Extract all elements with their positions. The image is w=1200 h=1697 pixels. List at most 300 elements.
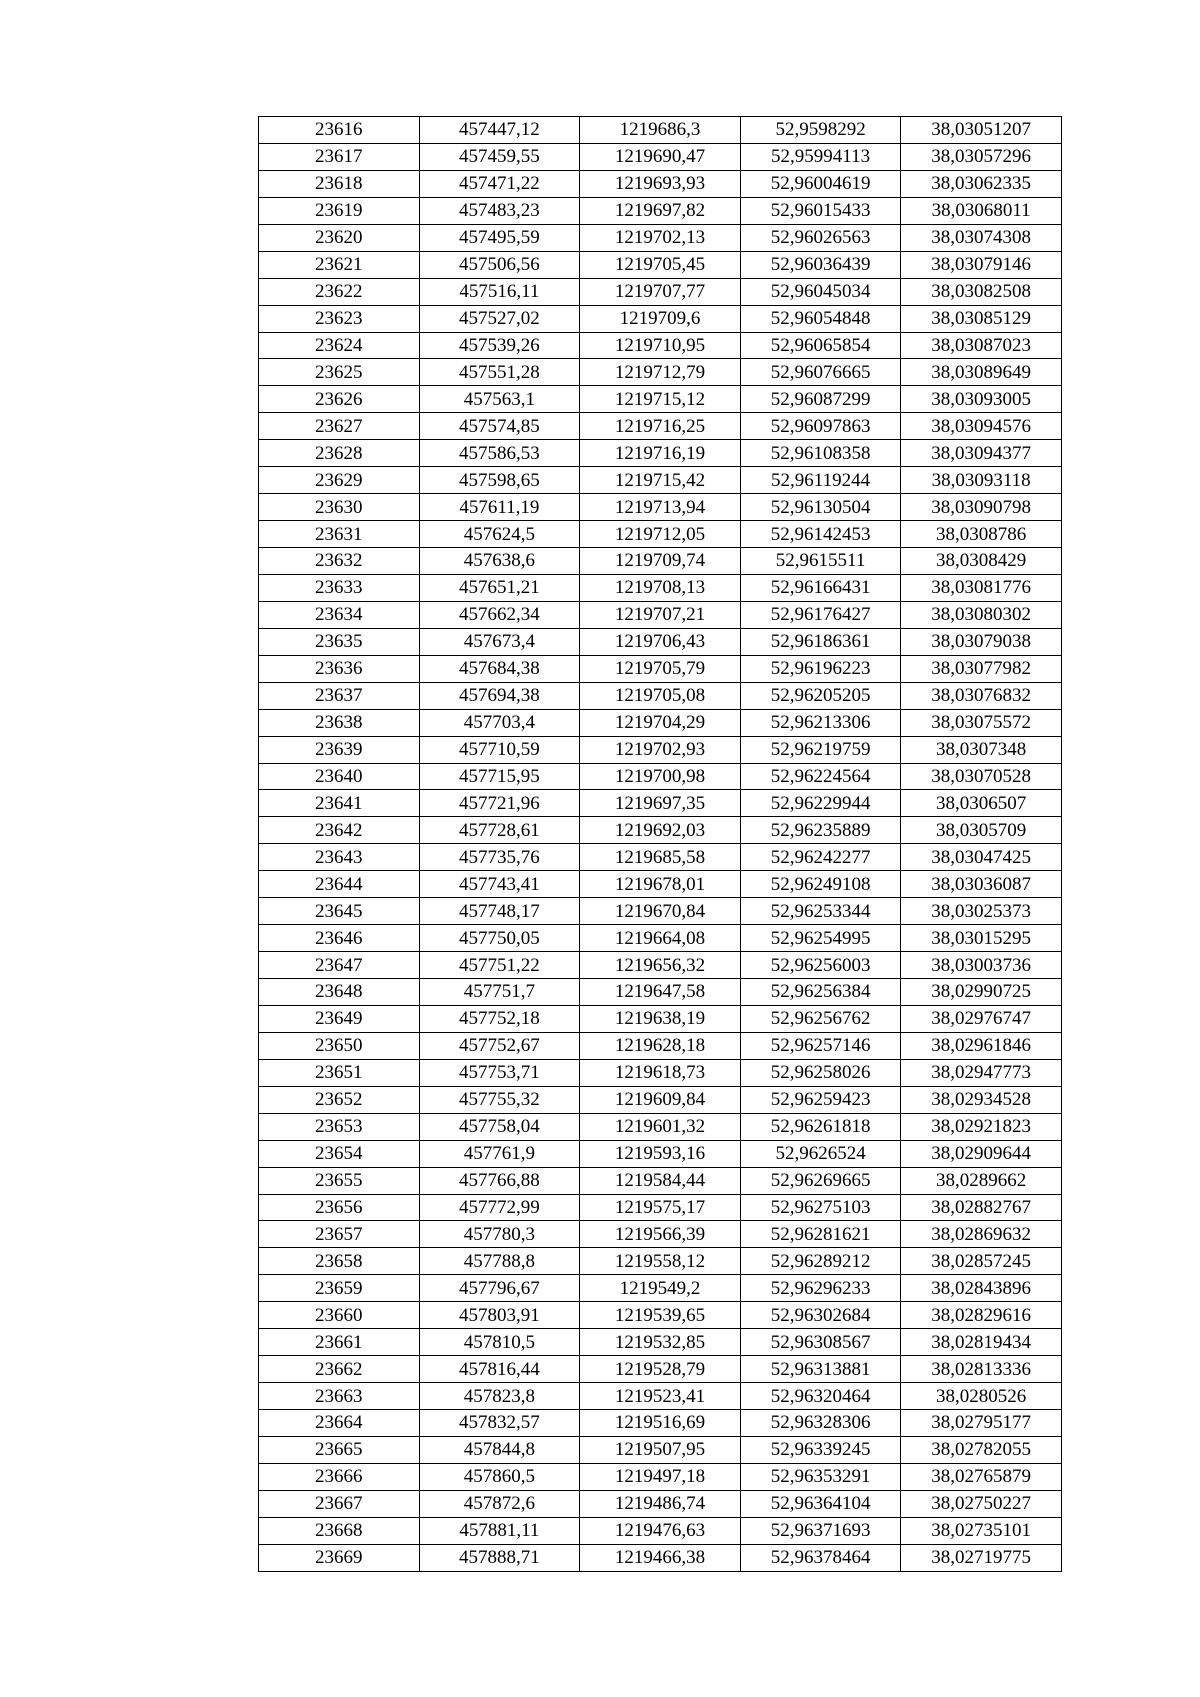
point-number-cell: 23662 <box>259 1356 420 1383</box>
point-number-cell: 23638 <box>259 709 420 736</box>
latitude-cell: 52,96087299 <box>740 386 901 413</box>
x-coordinate-cell: 457753,71 <box>419 1059 580 1086</box>
latitude-cell: 52,96364104 <box>740 1490 901 1517</box>
y-coordinate-cell: 1219716,19 <box>580 440 741 467</box>
table-row <box>259 170 1062 197</box>
longitude-cell: 38,03068011 <box>901 197 1062 224</box>
x-coordinate-cell: 457447,12 <box>419 117 580 144</box>
table-row <box>259 1544 1062 1571</box>
table-row <box>259 925 1062 952</box>
latitude-cell: 52,96261818 <box>740 1113 901 1140</box>
x-coordinate-cell: 457611,19 <box>419 494 580 521</box>
latitude-cell: 52,96249108 <box>740 871 901 898</box>
point-number-cell: 23644 <box>259 871 420 898</box>
longitude-cell: 38,03094576 <box>901 413 1062 440</box>
table-row <box>259 440 1062 467</box>
longitude-cell: 38,02765879 <box>901 1463 1062 1490</box>
longitude-cell: 38,0280526 <box>901 1383 1062 1410</box>
latitude-cell: 52,96235889 <box>740 817 901 844</box>
latitude-cell: 52,96054848 <box>740 305 901 332</box>
point-number-cell: 23628 <box>259 440 420 467</box>
x-coordinate-cell: 457506,56 <box>419 251 580 278</box>
latitude-cell: 52,96004619 <box>740 170 901 197</box>
x-coordinate-cell: 457662,34 <box>419 601 580 628</box>
table-row <box>259 817 1062 844</box>
x-coordinate-cell: 457471,22 <box>419 170 580 197</box>
x-coordinate-cell: 457751,22 <box>419 952 580 979</box>
longitude-cell: 38,02961846 <box>901 1032 1062 1059</box>
longitude-cell: 38,03080302 <box>901 601 1062 628</box>
longitude-cell: 38,02869632 <box>901 1221 1062 1248</box>
longitude-cell: 38,02719775 <box>901 1544 1062 1571</box>
longitude-cell: 38,03015295 <box>901 925 1062 952</box>
x-coordinate-cell: 457832,57 <box>419 1410 580 1437</box>
longitude-cell: 38,02829616 <box>901 1302 1062 1329</box>
longitude-cell: 38,03077982 <box>901 655 1062 682</box>
y-coordinate-cell: 1219558,12 <box>580 1248 741 1275</box>
x-coordinate-cell: 457751,7 <box>419 979 580 1006</box>
point-number-cell: 23652 <box>259 1086 420 1113</box>
x-coordinate-cell: 457755,32 <box>419 1086 580 1113</box>
table-row <box>259 521 1062 548</box>
table-row <box>259 1356 1062 1383</box>
y-coordinate-cell: 1219712,79 <box>580 359 741 386</box>
longitude-cell: 38,02819434 <box>901 1329 1062 1356</box>
table-row <box>259 790 1062 817</box>
y-coordinate-cell: 1219686,3 <box>580 117 741 144</box>
latitude-cell: 52,96259423 <box>740 1086 901 1113</box>
table-row <box>259 1329 1062 1356</box>
table-row <box>259 763 1062 790</box>
latitude-cell: 52,96224564 <box>740 763 901 790</box>
table-row <box>259 1032 1062 1059</box>
table-row <box>259 1086 1062 1113</box>
latitude-cell: 52,96196223 <box>740 655 901 682</box>
y-coordinate-cell: 1219705,08 <box>580 682 741 709</box>
y-coordinate-cell: 1219705,45 <box>580 251 741 278</box>
y-coordinate-cell: 1219716,25 <box>580 413 741 440</box>
latitude-cell: 52,96275103 <box>740 1194 901 1221</box>
longitude-cell: 38,03089649 <box>901 359 1062 386</box>
table-row <box>259 1383 1062 1410</box>
y-coordinate-cell: 1219707,77 <box>580 278 741 305</box>
point-number-cell: 23645 <box>259 898 420 925</box>
table-row <box>259 1059 1062 1086</box>
y-coordinate-cell: 1219710,95 <box>580 332 741 359</box>
longitude-cell: 38,02990725 <box>901 979 1062 1006</box>
point-number-cell: 23648 <box>259 979 420 1006</box>
y-coordinate-cell: 1219507,95 <box>580 1436 741 1463</box>
x-coordinate-cell: 457780,3 <box>419 1221 580 1248</box>
longitude-cell: 38,02795177 <box>901 1410 1062 1437</box>
point-number-cell: 23649 <box>259 1005 420 1032</box>
point-number-cell: 23626 <box>259 386 420 413</box>
point-number-cell: 23621 <box>259 251 420 278</box>
longitude-cell: 38,02976747 <box>901 1005 1062 1032</box>
latitude-cell: 52,96219759 <box>740 736 901 763</box>
y-coordinate-cell: 1219713,94 <box>580 494 741 521</box>
table-row <box>259 1275 1062 1302</box>
latitude-cell: 52,96371693 <box>740 1517 901 1544</box>
y-coordinate-cell: 1219549,2 <box>580 1275 741 1302</box>
y-coordinate-cell: 1219656,32 <box>580 952 741 979</box>
y-coordinate-cell: 1219609,84 <box>580 1086 741 1113</box>
point-number-cell: 23641 <box>259 790 420 817</box>
x-coordinate-cell: 457810,5 <box>419 1329 580 1356</box>
point-number-cell: 23637 <box>259 682 420 709</box>
point-number-cell: 23656 <box>259 1194 420 1221</box>
y-coordinate-cell: 1219516,69 <box>580 1410 741 1437</box>
point-number-cell: 23665 <box>259 1436 420 1463</box>
longitude-cell: 38,03025373 <box>901 898 1062 925</box>
x-coordinate-cell: 457539,26 <box>419 332 580 359</box>
longitude-cell: 38,03057296 <box>901 143 1062 170</box>
latitude-cell: 52,96289212 <box>740 1248 901 1275</box>
point-number-cell: 23630 <box>259 494 420 521</box>
latitude-cell: 52,96130504 <box>740 494 901 521</box>
latitude-cell: 52,96339245 <box>740 1436 901 1463</box>
latitude-cell: 52,96353291 <box>740 1463 901 1490</box>
longitude-cell: 38,03087023 <box>901 332 1062 359</box>
longitude-cell: 38,03094377 <box>901 440 1062 467</box>
longitude-cell: 38,03051207 <box>901 117 1062 144</box>
table-row <box>259 952 1062 979</box>
point-number-cell: 23647 <box>259 952 420 979</box>
longitude-cell: 38,02782055 <box>901 1436 1062 1463</box>
y-coordinate-cell: 1219528,79 <box>580 1356 741 1383</box>
longitude-cell: 38,03085129 <box>901 305 1062 332</box>
latitude-cell: 52,96045034 <box>740 278 901 305</box>
table-row <box>259 682 1062 709</box>
longitude-cell: 38,02921823 <box>901 1113 1062 1140</box>
y-coordinate-cell: 1219709,74 <box>580 548 741 575</box>
table-row <box>259 979 1062 1006</box>
latitude-cell: 52,96256384 <box>740 979 901 1006</box>
point-number-cell: 23646 <box>259 925 420 952</box>
table-row <box>259 898 1062 925</box>
point-number-cell: 23663 <box>259 1383 420 1410</box>
x-coordinate-cell: 457728,61 <box>419 817 580 844</box>
point-number-cell: 23643 <box>259 844 420 871</box>
coordinates-table-body <box>259 117 1062 1572</box>
table-row <box>259 709 1062 736</box>
latitude-cell: 52,96257146 <box>740 1032 901 1059</box>
latitude-cell: 52,96378464 <box>740 1544 901 1571</box>
table-row <box>259 1005 1062 1032</box>
point-number-cell: 23619 <box>259 197 420 224</box>
latitude-cell: 52,96242277 <box>740 844 901 871</box>
y-coordinate-cell: 1219715,12 <box>580 386 741 413</box>
table-row <box>259 467 1062 494</box>
longitude-cell: 38,02882767 <box>901 1194 1062 1221</box>
table-row <box>259 574 1062 601</box>
x-coordinate-cell: 457844,8 <box>419 1436 580 1463</box>
y-coordinate-cell: 1219647,58 <box>580 979 741 1006</box>
longitude-cell: 38,03047425 <box>901 844 1062 871</box>
longitude-cell: 38,0308429 <box>901 548 1062 575</box>
x-coordinate-cell: 457823,8 <box>419 1383 580 1410</box>
y-coordinate-cell: 1219575,17 <box>580 1194 741 1221</box>
table-row <box>259 332 1062 359</box>
y-coordinate-cell: 1219593,16 <box>580 1140 741 1167</box>
x-coordinate-cell: 457758,04 <box>419 1113 580 1140</box>
point-number-cell: 23627 <box>259 413 420 440</box>
point-number-cell: 23666 <box>259 1463 420 1490</box>
x-coordinate-cell: 457788,8 <box>419 1248 580 1275</box>
latitude-cell: 52,96258026 <box>740 1059 901 1086</box>
x-coordinate-cell: 457703,4 <box>419 709 580 736</box>
latitude-cell: 52,96036439 <box>740 251 901 278</box>
latitude-cell: 52,96213306 <box>740 709 901 736</box>
x-coordinate-cell: 457872,6 <box>419 1490 580 1517</box>
x-coordinate-cell: 457803,91 <box>419 1302 580 1329</box>
longitude-cell: 38,03076832 <box>901 682 1062 709</box>
latitude-cell: 52,96015433 <box>740 197 901 224</box>
y-coordinate-cell: 1219705,79 <box>580 655 741 682</box>
longitude-cell: 38,03074308 <box>901 224 1062 251</box>
x-coordinate-cell: 457651,21 <box>419 574 580 601</box>
point-number-cell: 23636 <box>259 655 420 682</box>
table-row <box>259 548 1062 575</box>
latitude-cell: 52,96256003 <box>740 952 901 979</box>
point-number-cell: 23632 <box>259 548 420 575</box>
latitude-cell: 52,9626524 <box>740 1140 901 1167</box>
longitude-cell: 38,03093118 <box>901 467 1062 494</box>
point-number-cell: 23634 <box>259 601 420 628</box>
x-coordinate-cell: 457710,59 <box>419 736 580 763</box>
latitude-cell: 52,96097863 <box>740 413 901 440</box>
latitude-cell: 52,9615511 <box>740 548 901 575</box>
x-coordinate-cell: 457888,71 <box>419 1544 580 1571</box>
y-coordinate-cell: 1219697,82 <box>580 197 741 224</box>
longitude-cell: 38,02735101 <box>901 1517 1062 1544</box>
table-row <box>259 736 1062 763</box>
table-row <box>259 197 1062 224</box>
longitude-cell: 38,03070528 <box>901 763 1062 790</box>
x-coordinate-cell: 457459,55 <box>419 143 580 170</box>
y-coordinate-cell: 1219706,43 <box>580 628 741 655</box>
x-coordinate-cell: 457752,67 <box>419 1032 580 1059</box>
y-coordinate-cell: 1219678,01 <box>580 871 741 898</box>
latitude-cell: 52,9598292 <box>740 117 901 144</box>
x-coordinate-cell: 457721,96 <box>419 790 580 817</box>
latitude-cell: 52,96205205 <box>740 682 901 709</box>
x-coordinate-cell: 457881,11 <box>419 1517 580 1544</box>
x-coordinate-cell: 457586,53 <box>419 440 580 467</box>
point-number-cell: 23617 <box>259 143 420 170</box>
x-coordinate-cell: 457624,5 <box>419 521 580 548</box>
latitude-cell: 52,96313881 <box>740 1356 901 1383</box>
x-coordinate-cell: 457551,28 <box>419 359 580 386</box>
y-coordinate-cell: 1219704,29 <box>580 709 741 736</box>
longitude-cell: 38,03079146 <box>901 251 1062 278</box>
y-coordinate-cell: 1219712,05 <box>580 521 741 548</box>
point-number-cell: 23653 <box>259 1113 420 1140</box>
latitude-cell: 52,96256762 <box>740 1005 901 1032</box>
y-coordinate-cell: 1219638,19 <box>580 1005 741 1032</box>
table-row <box>259 1194 1062 1221</box>
table-row <box>259 628 1062 655</box>
latitude-cell: 52,96281621 <box>740 1221 901 1248</box>
x-coordinate-cell: 457796,67 <box>419 1275 580 1302</box>
longitude-cell: 38,0305709 <box>901 817 1062 844</box>
y-coordinate-cell: 1219664,08 <box>580 925 741 952</box>
x-coordinate-cell: 457638,6 <box>419 548 580 575</box>
table-row <box>259 359 1062 386</box>
x-coordinate-cell: 457743,41 <box>419 871 580 898</box>
point-number-cell: 23633 <box>259 574 420 601</box>
y-coordinate-cell: 1219707,21 <box>580 601 741 628</box>
y-coordinate-cell: 1219692,03 <box>580 817 741 844</box>
x-coordinate-cell: 457750,05 <box>419 925 580 952</box>
y-coordinate-cell: 1219693,93 <box>580 170 741 197</box>
longitude-cell: 38,03090798 <box>901 494 1062 521</box>
x-coordinate-cell: 457516,11 <box>419 278 580 305</box>
longitude-cell: 38,03082508 <box>901 278 1062 305</box>
latitude-cell: 52,96076665 <box>740 359 901 386</box>
longitude-cell: 38,02843896 <box>901 1275 1062 1302</box>
point-number-cell: 23618 <box>259 170 420 197</box>
table-row <box>259 601 1062 628</box>
longitude-cell: 38,0289662 <box>901 1167 1062 1194</box>
point-number-cell: 23655 <box>259 1167 420 1194</box>
point-number-cell: 23650 <box>259 1032 420 1059</box>
y-coordinate-cell: 1219466,38 <box>580 1544 741 1571</box>
table-row <box>259 871 1062 898</box>
table-row <box>259 413 1062 440</box>
point-number-cell: 23654 <box>259 1140 420 1167</box>
point-number-cell: 23620 <box>259 224 420 251</box>
y-coordinate-cell: 1219708,13 <box>580 574 741 601</box>
y-coordinate-cell: 1219709,6 <box>580 305 741 332</box>
latitude-cell: 52,96176427 <box>740 601 901 628</box>
latitude-cell: 52,96254995 <box>740 925 901 952</box>
y-coordinate-cell: 1219685,58 <box>580 844 741 871</box>
x-coordinate-cell: 457860,5 <box>419 1463 580 1490</box>
point-number-cell: 23631 <box>259 521 420 548</box>
longitude-cell: 38,03062335 <box>901 170 1062 197</box>
point-number-cell: 23664 <box>259 1410 420 1437</box>
point-number-cell: 23669 <box>259 1544 420 1571</box>
table-row <box>259 1490 1062 1517</box>
x-coordinate-cell: 457684,38 <box>419 655 580 682</box>
point-number-cell: 23624 <box>259 332 420 359</box>
table-row <box>259 1221 1062 1248</box>
longitude-cell: 38,03081776 <box>901 574 1062 601</box>
y-coordinate-cell: 1219702,93 <box>580 736 741 763</box>
point-number-cell: 23629 <box>259 467 420 494</box>
longitude-cell: 38,0307348 <box>901 736 1062 763</box>
y-coordinate-cell: 1219497,18 <box>580 1463 741 1490</box>
y-coordinate-cell: 1219670,84 <box>580 898 741 925</box>
table-row <box>259 1140 1062 1167</box>
point-number-cell: 23642 <box>259 817 420 844</box>
table-row <box>259 1248 1062 1275</box>
y-coordinate-cell: 1219523,41 <box>580 1383 741 1410</box>
longitude-cell: 38,03036087 <box>901 871 1062 898</box>
longitude-cell: 38,02813336 <box>901 1356 1062 1383</box>
x-coordinate-cell: 457772,99 <box>419 1194 580 1221</box>
latitude-cell: 52,96166431 <box>740 574 901 601</box>
x-coordinate-cell: 457766,88 <box>419 1167 580 1194</box>
latitude-cell: 52,96320464 <box>740 1383 901 1410</box>
longitude-cell: 38,02909644 <box>901 1140 1062 1167</box>
point-number-cell: 23668 <box>259 1517 420 1544</box>
x-coordinate-cell: 457816,44 <box>419 1356 580 1383</box>
latitude-cell: 52,96308567 <box>740 1329 901 1356</box>
y-coordinate-cell: 1219690,47 <box>580 143 741 170</box>
table-row <box>259 224 1062 251</box>
table-row <box>259 1302 1062 1329</box>
table-row <box>259 1167 1062 1194</box>
longitude-cell: 38,03075572 <box>901 709 1062 736</box>
table-row <box>259 278 1062 305</box>
latitude-cell: 52,96269665 <box>740 1167 901 1194</box>
table-row <box>259 143 1062 170</box>
point-number-cell: 23625 <box>259 359 420 386</box>
y-coordinate-cell: 1219566,39 <box>580 1221 741 1248</box>
x-coordinate-cell: 457748,17 <box>419 898 580 925</box>
table-row <box>259 386 1062 413</box>
point-number-cell: 23616 <box>259 117 420 144</box>
y-coordinate-cell: 1219628,18 <box>580 1032 741 1059</box>
point-number-cell: 23660 <box>259 1302 420 1329</box>
x-coordinate-cell: 457563,1 <box>419 386 580 413</box>
table-row <box>259 117 1062 144</box>
latitude-cell: 52,96108358 <box>740 440 901 467</box>
table-row <box>259 494 1062 521</box>
x-coordinate-cell: 457761,9 <box>419 1140 580 1167</box>
latitude-cell: 52,96328306 <box>740 1410 901 1437</box>
table-row <box>259 305 1062 332</box>
table-row <box>259 1463 1062 1490</box>
y-coordinate-cell: 1219618,73 <box>580 1059 741 1086</box>
longitude-cell: 38,03093005 <box>901 386 1062 413</box>
table-row <box>259 655 1062 682</box>
point-number-cell: 23659 <box>259 1275 420 1302</box>
y-coordinate-cell: 1219584,44 <box>580 1167 741 1194</box>
x-coordinate-cell: 457715,95 <box>419 763 580 790</box>
y-coordinate-cell: 1219476,63 <box>580 1517 741 1544</box>
point-number-cell: 23623 <box>259 305 420 332</box>
table-row <box>259 1517 1062 1544</box>
point-number-cell: 23622 <box>259 278 420 305</box>
x-coordinate-cell: 457483,23 <box>419 197 580 224</box>
x-coordinate-cell: 457495,59 <box>419 224 580 251</box>
longitude-cell: 38,0308786 <box>901 521 1062 548</box>
longitude-cell: 38,03079038 <box>901 628 1062 655</box>
point-number-cell: 23657 <box>259 1221 420 1248</box>
table-row <box>259 1113 1062 1140</box>
x-coordinate-cell: 457574,85 <box>419 413 580 440</box>
latitude-cell: 52,96186361 <box>740 628 901 655</box>
x-coordinate-cell: 457694,38 <box>419 682 580 709</box>
table-row <box>259 844 1062 871</box>
y-coordinate-cell: 1219601,32 <box>580 1113 741 1140</box>
y-coordinate-cell: 1219702,13 <box>580 224 741 251</box>
latitude-cell: 52,96296233 <box>740 1275 901 1302</box>
y-coordinate-cell: 1219697,35 <box>580 790 741 817</box>
y-coordinate-cell: 1219715,42 <box>580 467 741 494</box>
point-number-cell: 23651 <box>259 1059 420 1086</box>
latitude-cell: 52,96026563 <box>740 224 901 251</box>
y-coordinate-cell: 1219486,74 <box>580 1490 741 1517</box>
point-number-cell: 23639 <box>259 736 420 763</box>
table-row <box>259 1410 1062 1437</box>
latitude-cell: 52,96065854 <box>740 332 901 359</box>
latitude-cell: 52,96229944 <box>740 790 901 817</box>
longitude-cell: 38,02857245 <box>901 1248 1062 1275</box>
